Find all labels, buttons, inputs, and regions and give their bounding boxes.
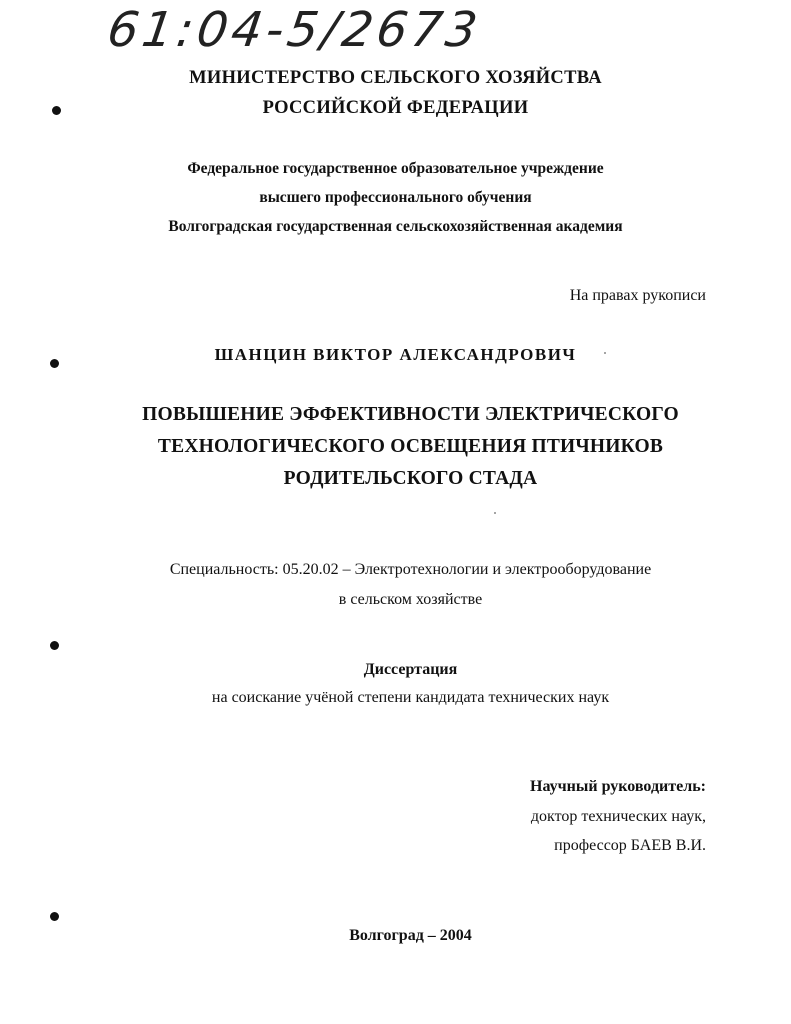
archive-code-handwritten: 61:04-5/2673 bbox=[104, 2, 485, 58]
title-line-3: РОДИТЕЛЬСКОГО СТАДА bbox=[283, 468, 538, 489]
institution-line-2: высшего профессионального обучения bbox=[259, 189, 532, 206]
scan-speck bbox=[604, 352, 606, 354]
dissertation-subtitle: на соискание учёной степени кандидата технических наук bbox=[211, 689, 610, 706]
title-line-2: ТЕХНОЛОГИЧЕСКОГО ОСВЕЩЕНИЯ ПТИЧНИКОВ bbox=[157, 436, 664, 457]
specialty-line-1: Специальность: 05.20.02 – Электротехнологии и электрооборудование bbox=[169, 561, 652, 578]
supervisor-heading: Научный руководитель: bbox=[530, 778, 706, 795]
manuscript-rights: На правах рукописи bbox=[569, 287, 706, 304]
supervisor-degree: доктор технических наук, bbox=[530, 808, 706, 825]
author-name: ШАНЦИН ВИКТОР АЛЕКСАНДРОВИЧ bbox=[214, 345, 577, 364]
institution-line-3: Волгоградская государственная сельскохозяйственная академия bbox=[168, 218, 623, 235]
institution-line-1: Федеральное государственное образовательное учреждение bbox=[187, 160, 604, 177]
ministry-line-1: МИНИСТЕРСТВО СЕЛЬСКОГО ХОЗЯЙСТВА bbox=[189, 68, 602, 88]
ministry-line-2: РОССИЙСКОЙ ФЕДЕРАЦИИ bbox=[262, 98, 529, 118]
binding-hole-mark-2 bbox=[50, 359, 59, 368]
city-year: Волгоград – 2004 bbox=[349, 927, 472, 944]
dissertation-heading: Диссертация bbox=[363, 661, 458, 678]
binding-hole-mark-4 bbox=[50, 912, 59, 921]
binding-hole-mark-1 bbox=[52, 106, 61, 115]
specialty-line-2: в сельском хозяйстве bbox=[338, 591, 483, 608]
scan-speck bbox=[494, 512, 496, 514]
supervisor-name: профессор БАЕВ В.И. bbox=[554, 837, 706, 854]
binding-hole-mark-3 bbox=[50, 641, 59, 650]
title-line-1: ПОВЫШЕНИЕ ЭФФЕКТИВНОСТИ ЭЛЕКТРИЧЕСКОГО bbox=[142, 404, 679, 425]
